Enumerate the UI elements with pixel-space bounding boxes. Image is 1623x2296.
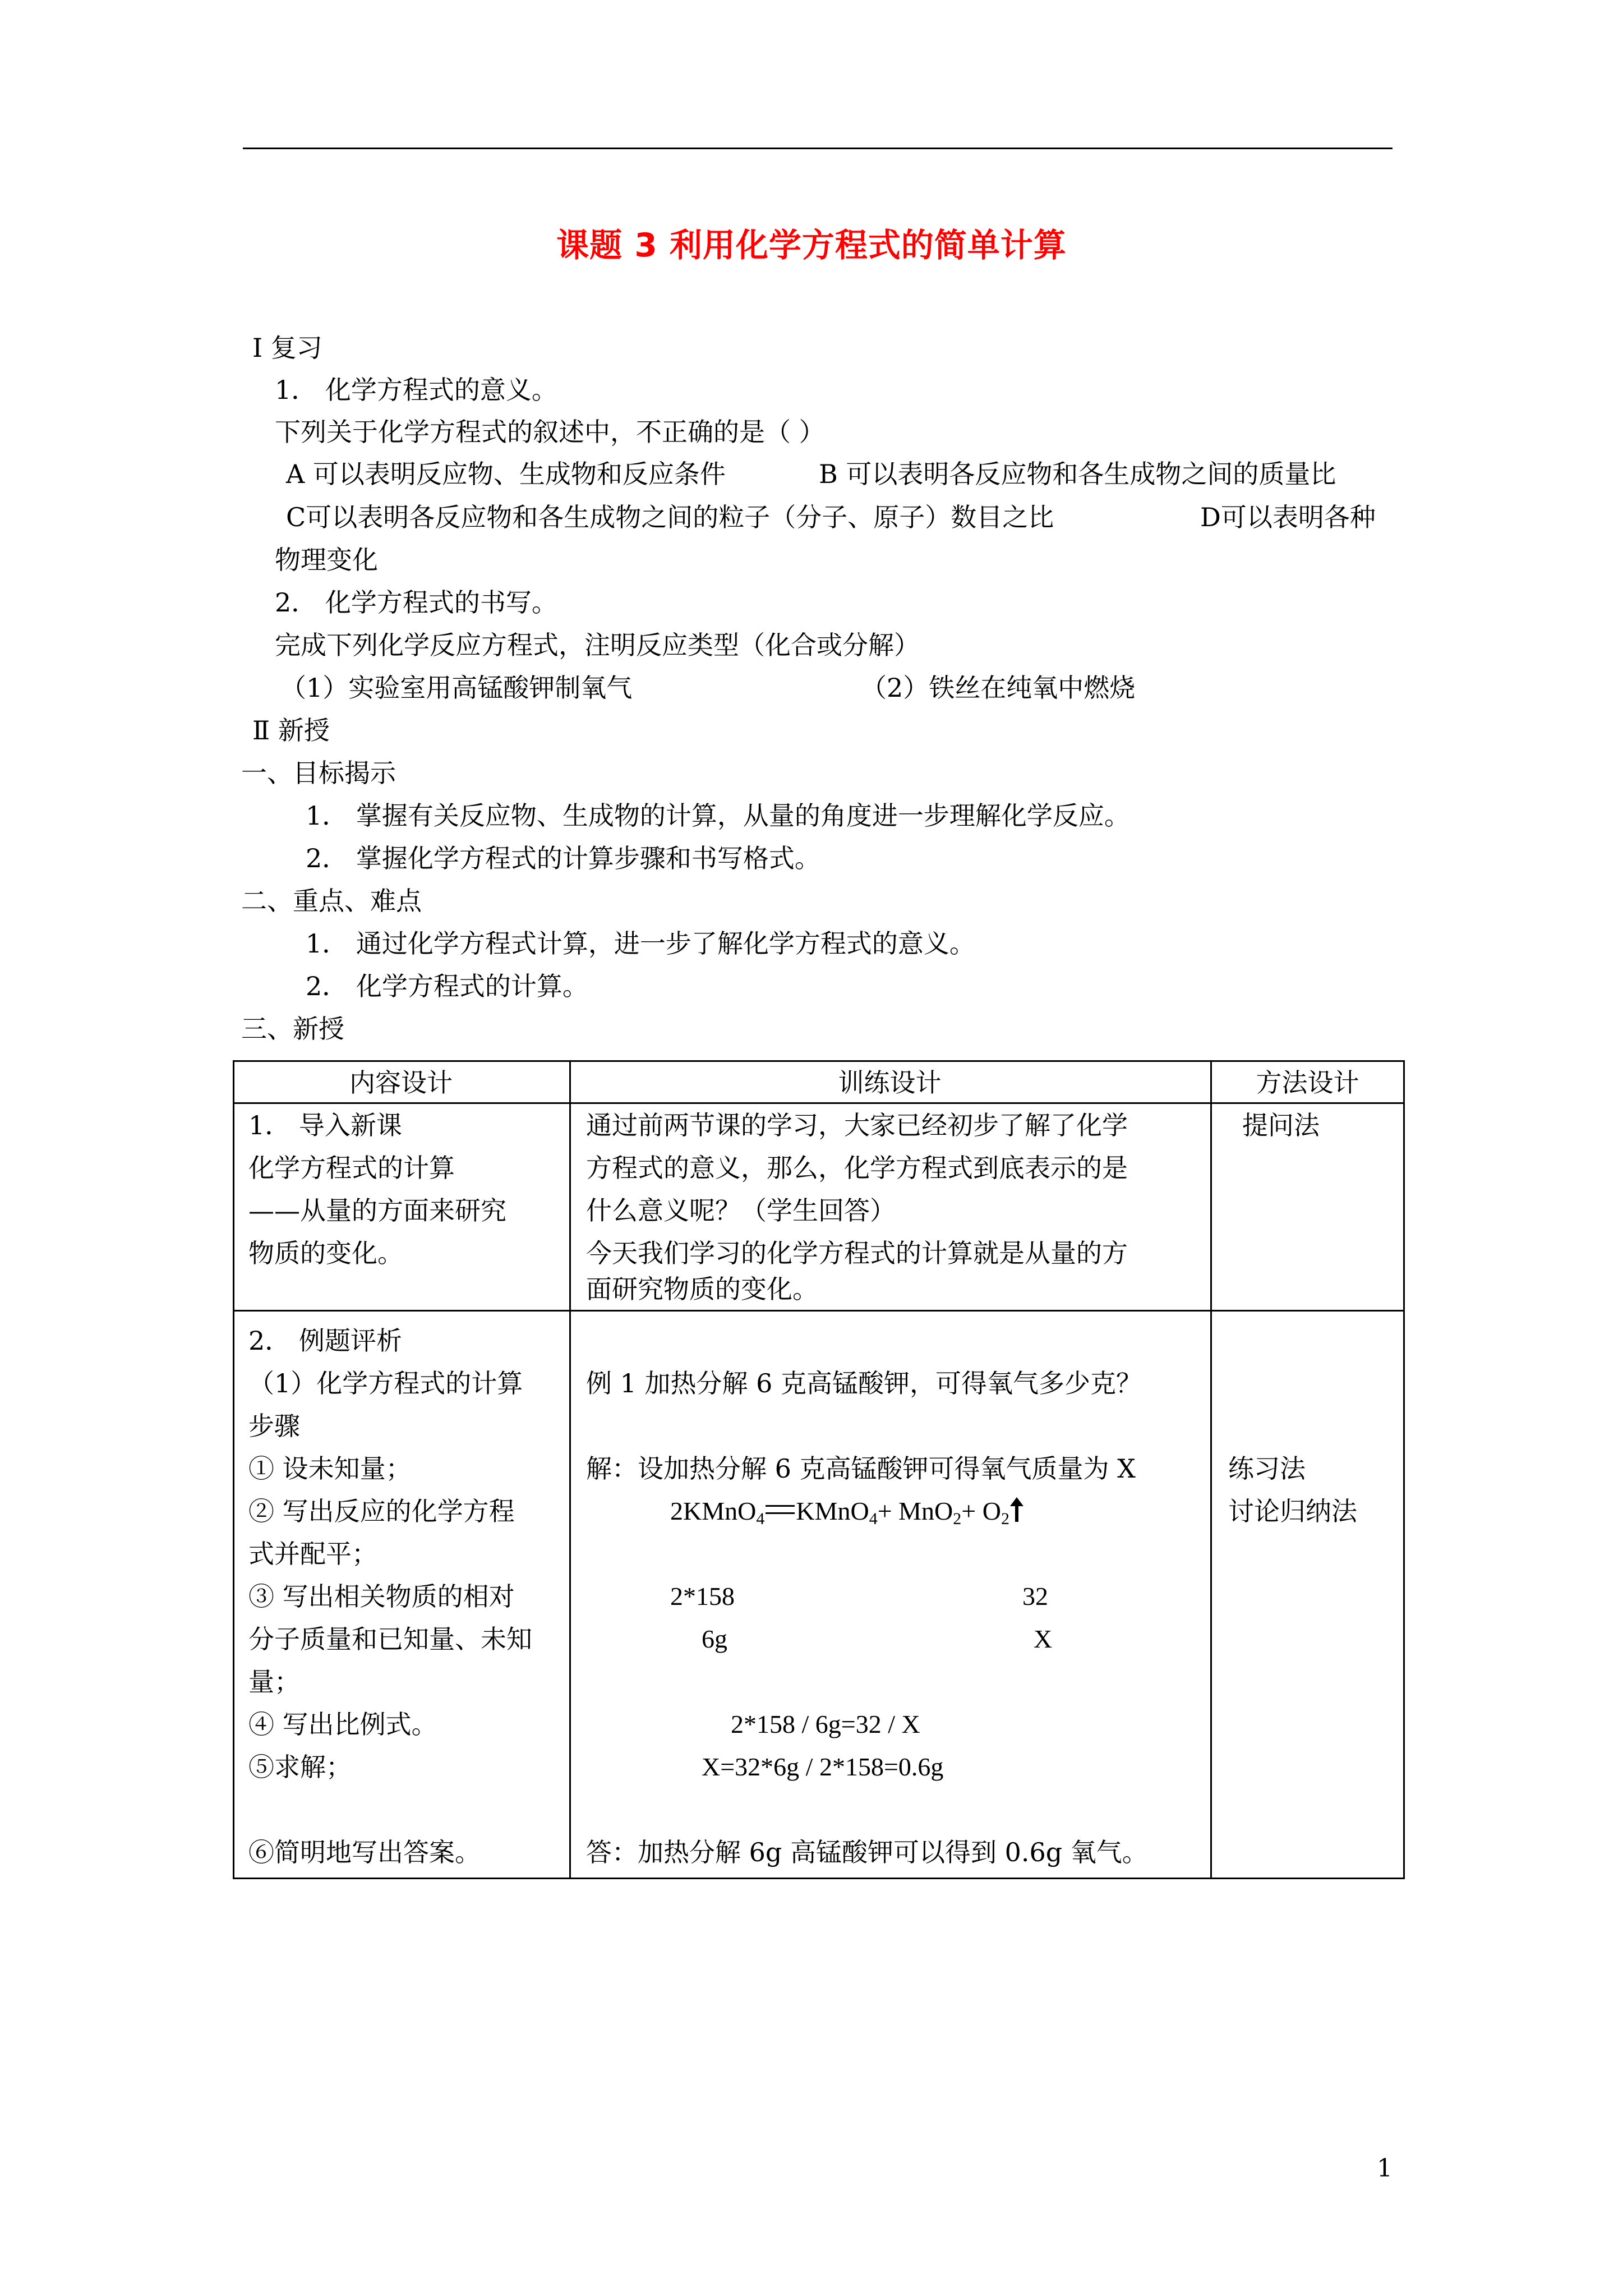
header-training-design: 训练设计 [838, 1068, 942, 1098]
relative-mass-right: 32 [1022, 1582, 1048, 1611]
row2-content-line9: 量； [248, 1667, 300, 1697]
page-title: 课题 3 利用化学方程式的简单计算 [556, 226, 1067, 264]
row1-content-line4: 物质的变化。 [248, 1238, 403, 1268]
review-task-2: （2）铁丝在纯氧中燃烧 [861, 673, 1136, 703]
lesson-table [233, 1060, 1405, 1879]
row2-content-line12: ⑥简明地写出答案。 [248, 1837, 481, 1867]
focus-2: 2． 化学方程式的计算。 [306, 971, 588, 1001]
row1-training-line2: 方程式的意义，那么，化学方程式到底表示的是 [586, 1153, 1128, 1183]
review-question: 下列关于化学方程式的叙述中，不正确的是（ ） [275, 417, 825, 447]
chemical-equation: 2KMnO$_4$ KMnO$_4$+ $MnO_2+ O_2$ [670, 1490, 1018, 1533]
header-rule [243, 148, 1393, 149]
header-method-design: 方法设计 [1256, 1068, 1359, 1098]
row2-method-2: 讨论归纳法 [1228, 1496, 1357, 1526]
gas-arrow-icon [1015, 1503, 1018, 1522]
row2-content-line2: （1）化学方程式的计算 [248, 1368, 523, 1398]
option-a: A 可以表明反应物、生成物和反应条件 [286, 459, 726, 489]
answer: 答：加热分解 6g 高锰酸钾可以得到 0.6g 氧气。 [586, 1837, 1148, 1867]
row1-content-line3: ——从量的方面来研究 [248, 1195, 506, 1226]
row1-training-line1: 通过前两节课的学习，大家已经初步了解了化学 [586, 1110, 1128, 1140]
row1-method: 提问法 [1242, 1110, 1320, 1140]
option-c: C可以表明各反应物和各生成物之间的粒子（分子、原子）数目之比 [286, 502, 1054, 532]
option-d: D可以表明各种 [1200, 502, 1376, 532]
option-d-continued: 物理变化 [275, 545, 378, 575]
row2-content-line10: ④ 写出比例式。 [248, 1709, 437, 1740]
teach-heading: 三、新授 [241, 1014, 344, 1044]
relative-mass-left: 2*158 [670, 1582, 735, 1611]
goals-heading: 一、目标揭示 [241, 758, 396, 788]
goal-2: 2． 掌握化学方程式的计算步骤和书写格式。 [306, 843, 820, 873]
review-task-1: （1）实验室用高锰酸钾制氧气 [280, 673, 633, 703]
review-task: 完成下列化学反应方程式，注明反应类型（化合或分解） [275, 630, 920, 660]
page-number: 1 [1377, 2154, 1393, 2183]
row2-content-line4: ① 设未知量； [248, 1453, 412, 1484]
goal-1: 1． 掌握有关反应物、生成物的计算，从量的角度进一步理解化学反应。 [306, 800, 1130, 831]
yields-sign [766, 1505, 795, 1514]
review-item-1: 1． 化学方程式的意义。 [275, 375, 557, 405]
known-quantity: 6g [702, 1625, 727, 1653]
row2-content-line8: 分子质量和已知量、未知 [248, 1624, 532, 1654]
row1-content-line1: 1． 导入新课 [248, 1110, 402, 1140]
review-heading: Ⅰ 复习 [252, 333, 322, 363]
review-item-2: 2． 化学方程式的书写。 [275, 587, 557, 618]
row2-content-line11: ⑤求解； [248, 1752, 352, 1782]
option-b: B 可以表明各反应物和各生成物之间的质量比 [819, 459, 1336, 489]
new-heading: Ⅱ 新授 [252, 715, 330, 746]
row1-training-line5: 面研究物质的变化。 [586, 1274, 818, 1304]
unknown-quantity: X [1034, 1625, 1053, 1653]
proportion: 2*158 / 6g=32 / X [731, 1710, 920, 1738]
row1-training-line4: 今天我们学习的化学方程式的计算就是从量的方 [586, 1238, 1128, 1268]
focus-heading: 二、重点、难点 [241, 886, 422, 916]
row2-content-line3: 步骤 [248, 1411, 300, 1441]
row1-training-line3: 什么意义呢？（学生回答） [586, 1195, 896, 1226]
row2-content-line7: ③ 写出相关物质的相对 [248, 1581, 515, 1612]
row1-content-line2: 化学方程式的计算 [248, 1153, 455, 1183]
row2-method-1: 练习法 [1228, 1453, 1306, 1484]
example-1: 例 1 加热分解 6 克高锰酸钾，可得氧气多少克？ [586, 1368, 1142, 1398]
row2-content-line6: 式并配平； [248, 1539, 377, 1569]
focus-1: 1． 通过化学方程式计算，进一步了解化学方程式的意义。 [306, 928, 975, 959]
row2-content-line1: 2． 例题评析 [248, 1326, 402, 1356]
solution-result: X=32*6g / 2*158=0.6g [702, 1752, 944, 1781]
header-content-design: 内容设计 [349, 1068, 453, 1098]
row2-content-line5: ② 写出反应的化学方程 [248, 1496, 515, 1526]
solution-setup: 解：设加热分解 6 克高锰酸钾可得氧气质量为 X [586, 1453, 1136, 1484]
